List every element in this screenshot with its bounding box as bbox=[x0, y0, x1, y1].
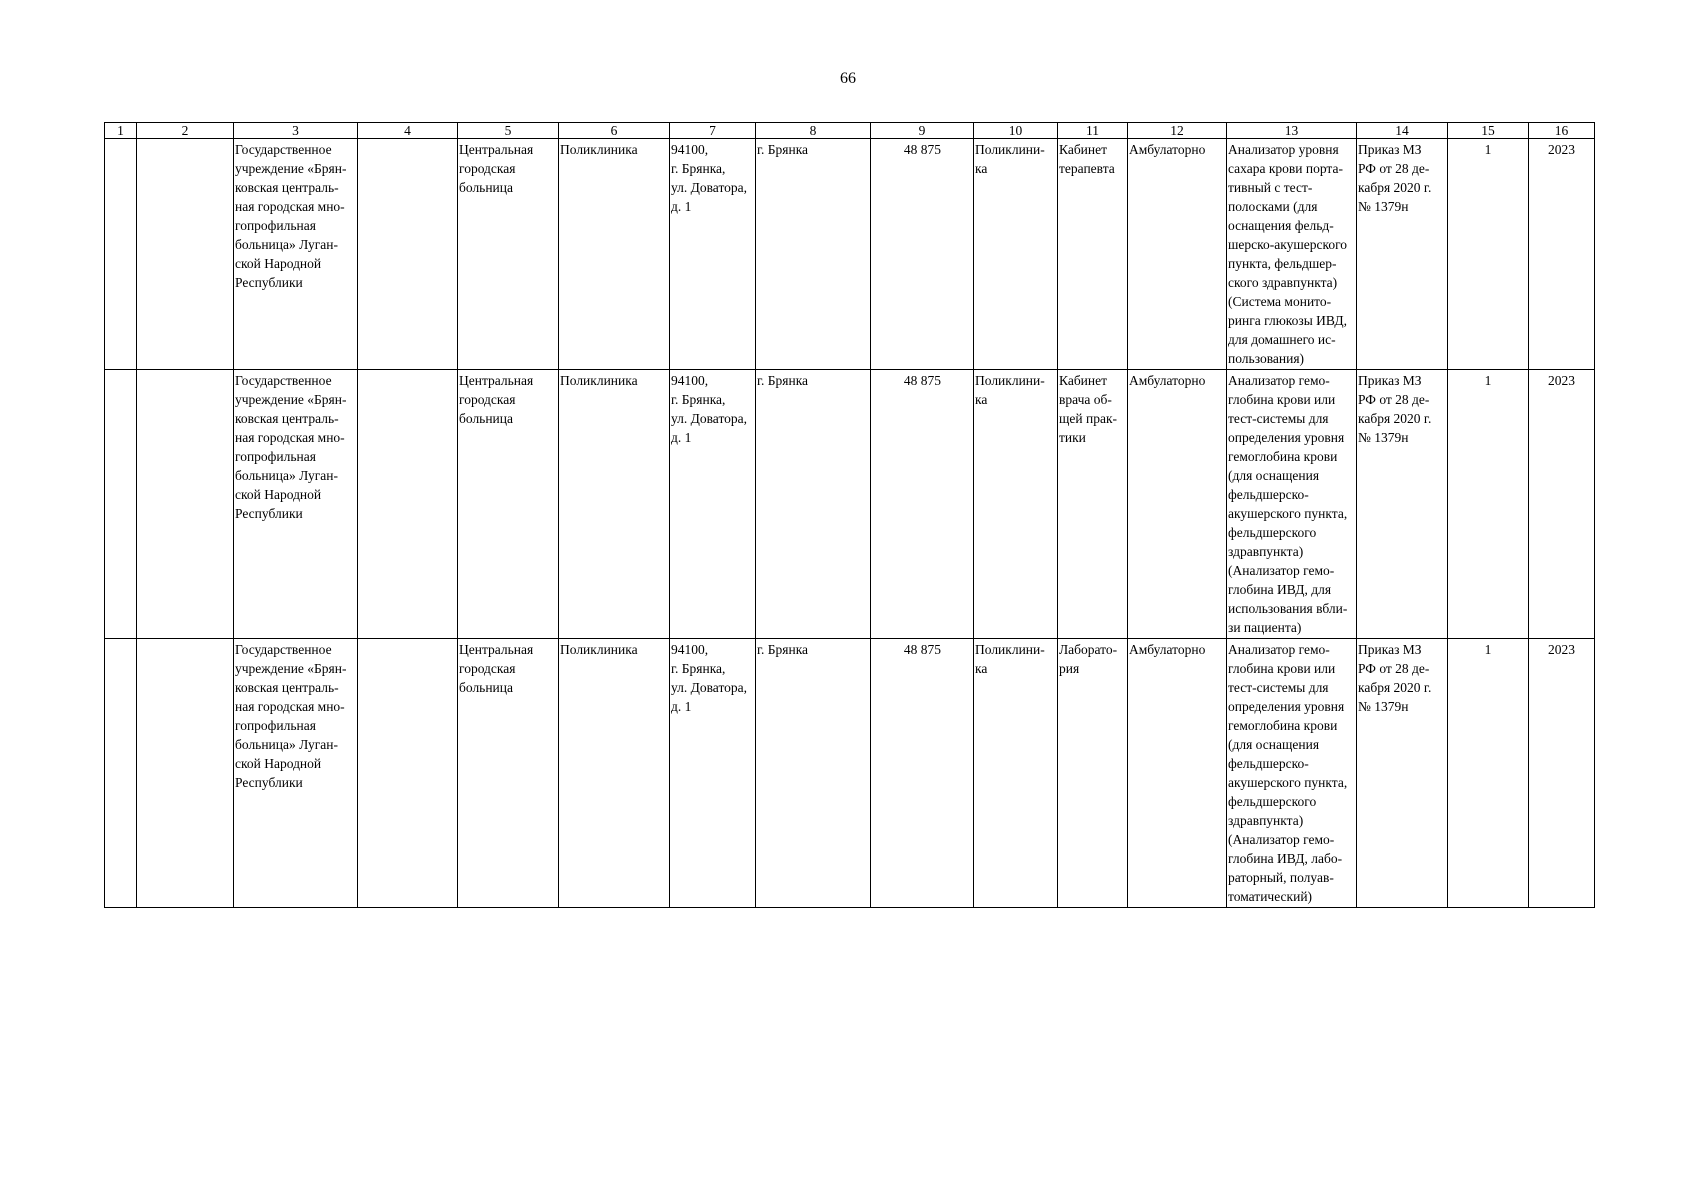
cell-text-line: терапевта bbox=[1059, 161, 1115, 176]
cell-text-line: тивный с тест- bbox=[1228, 180, 1313, 195]
column-header: 14 bbox=[1357, 123, 1448, 139]
cell-text-line: тест-системы для bbox=[1228, 680, 1329, 695]
population-cell: 48 875 bbox=[871, 639, 974, 908]
cell-text-line: глобина ИВД, для bbox=[1228, 582, 1332, 597]
cell-text-line: больница» Луган- bbox=[235, 737, 338, 752]
column-header: 9 bbox=[871, 123, 974, 139]
cell-text-line: (Анализатор гемо- bbox=[1228, 832, 1335, 847]
cell-text-line: 94100, bbox=[671, 142, 709, 157]
cell-text-line: акушерского пункта, bbox=[1228, 506, 1348, 521]
cell-text-line: ковская централь- bbox=[235, 180, 339, 195]
cell-text-line: д. 1 bbox=[671, 430, 692, 445]
cell-text-line: Поликлини- bbox=[975, 373, 1045, 388]
city-cell: г. Брянка bbox=[756, 139, 871, 370]
cell-text-line: Республики bbox=[235, 775, 303, 790]
cell-text-line: томатический) bbox=[1228, 889, 1313, 904]
population-cell: 48 875 bbox=[871, 370, 974, 639]
quantity-cell: 1 bbox=[1448, 370, 1529, 639]
row-number-cell bbox=[105, 639, 137, 908]
department-cell: Поликлиника bbox=[559, 639, 670, 908]
care-type-cell: Амбулаторно bbox=[1128, 639, 1227, 908]
cell-text-line: № 1379н bbox=[1358, 699, 1409, 714]
cell-text-line: ул. Доватора, bbox=[671, 180, 748, 195]
cell-text-line: кабря 2020 г. bbox=[1358, 411, 1432, 426]
column-header: 7 bbox=[670, 123, 756, 139]
page-number: 66 bbox=[840, 70, 856, 87]
facility-type-cell bbox=[458, 370, 559, 639]
cell-text-line: гопрофильная bbox=[235, 718, 316, 733]
cell-text-line: (для оснащения bbox=[1228, 737, 1320, 752]
cell-text-line: акушерского пункта, bbox=[1228, 775, 1348, 790]
column-header: 8 bbox=[756, 123, 871, 139]
cell-text-line: тики bbox=[1059, 430, 1086, 445]
city-cell: г. Брянка bbox=[756, 370, 871, 639]
registry-table bbox=[104, 122, 1595, 908]
row-number-cell bbox=[105, 139, 137, 370]
equipment-cell bbox=[1227, 639, 1357, 908]
cell-text-line: № 1379н bbox=[1358, 430, 1409, 445]
cell-text-line: сахара крови порта- bbox=[1228, 161, 1343, 176]
col-4-cell bbox=[358, 370, 458, 639]
cell-text-line: Кабинет bbox=[1059, 142, 1108, 157]
cell-text-line: г. Брянка, bbox=[671, 161, 726, 176]
cell-text-line: гемоглобина крови bbox=[1228, 718, 1338, 733]
cell-text-line: РФ от 28 де- bbox=[1358, 661, 1430, 676]
cell-text-line: глобина крови или bbox=[1228, 392, 1336, 407]
year-cell: 2023 bbox=[1529, 639, 1595, 908]
cell-text-line: ная городская мно- bbox=[235, 199, 345, 214]
table-row bbox=[105, 639, 1595, 908]
column-header: 11 bbox=[1058, 123, 1128, 139]
cell-text-line: РФ от 28 де- bbox=[1358, 392, 1430, 407]
cell-text-line: Анализатор уровня bbox=[1228, 142, 1339, 157]
cell-text-line: гемоглобина крови bbox=[1228, 449, 1338, 464]
cell-text-line: рия bbox=[1059, 661, 1080, 676]
order-reference-cell bbox=[1357, 370, 1448, 639]
cell-text-line: 94100, bbox=[671, 642, 709, 657]
cell-text-line: городская bbox=[459, 392, 516, 407]
table-row bbox=[105, 139, 1595, 370]
cell-text-line: № 1379н bbox=[1358, 199, 1409, 214]
cell-text-line: здравпункта) bbox=[1228, 544, 1304, 559]
equipment-cell bbox=[1227, 370, 1357, 639]
cell-text-line: оснащения фельд- bbox=[1228, 218, 1334, 233]
cell-text-line: ковская централь- bbox=[235, 411, 339, 426]
col-2-cell bbox=[137, 370, 234, 639]
cell-text-line: пользования) bbox=[1228, 351, 1305, 366]
room-cell bbox=[1058, 139, 1128, 370]
facility-type-cell bbox=[458, 139, 559, 370]
cell-text-line: ской Народной bbox=[235, 256, 322, 271]
cell-text-line: больница bbox=[459, 680, 513, 695]
column-header: 13 bbox=[1227, 123, 1357, 139]
cell-text-line: городская bbox=[459, 161, 516, 176]
cell-text-line: ской Народной bbox=[235, 756, 322, 771]
cell-text-line: учреждение «Брян- bbox=[235, 661, 347, 676]
care-type-cell: Амбулаторно bbox=[1128, 139, 1227, 370]
cell-text-line: тест-системы для bbox=[1228, 411, 1329, 426]
column-header: 2 bbox=[137, 123, 234, 139]
quantity-cell: 1 bbox=[1448, 639, 1529, 908]
cell-text-line: д. 1 bbox=[671, 699, 692, 714]
room-cell bbox=[1058, 639, 1128, 908]
header-row bbox=[105, 123, 1595, 139]
cell-text-line: больница bbox=[459, 411, 513, 426]
cell-text-line: Приказ МЗ bbox=[1358, 373, 1422, 388]
column-header: 1 bbox=[105, 123, 137, 139]
column-header: 16 bbox=[1529, 123, 1595, 139]
column-header: 12 bbox=[1128, 123, 1227, 139]
cell-text-line: Республики bbox=[235, 506, 303, 521]
year-cell: 2023 bbox=[1529, 139, 1595, 370]
cell-text-line: здравпункта) bbox=[1228, 813, 1304, 828]
cell-text-line: больница bbox=[459, 180, 513, 195]
cell-text-line: Поликлини- bbox=[975, 642, 1045, 657]
cell-text-line: учреждение «Брян- bbox=[235, 161, 347, 176]
cell-text-line: Государственное bbox=[235, 642, 332, 657]
cell-text-line: Государственное bbox=[235, 142, 332, 157]
cell-text-line: гопрофильная bbox=[235, 449, 316, 464]
cell-text-line: зи пациента) bbox=[1228, 620, 1302, 635]
institution-name-cell bbox=[234, 139, 358, 370]
department-cell: Поликлиника bbox=[559, 139, 670, 370]
col-4-cell bbox=[358, 639, 458, 908]
column-header: 10 bbox=[974, 123, 1058, 139]
unit-cell bbox=[974, 639, 1058, 908]
cell-text-line: г. Брянка, bbox=[671, 661, 726, 676]
column-header: 3 bbox=[234, 123, 358, 139]
cell-text-line: (Анализатор гемо- bbox=[1228, 563, 1335, 578]
unit-cell bbox=[974, 139, 1058, 370]
population-cell: 48 875 bbox=[871, 139, 974, 370]
cell-text-line: ка bbox=[975, 392, 988, 407]
cell-text-line: определения уровня bbox=[1228, 699, 1345, 714]
address-cell bbox=[670, 139, 756, 370]
institution-name-cell bbox=[234, 370, 358, 639]
cell-text-line: фельдшерского bbox=[1228, 525, 1317, 540]
cell-text-line: больница» Луган- bbox=[235, 237, 338, 252]
cell-text-line: Государственное bbox=[235, 373, 332, 388]
cell-text-line: Центральная bbox=[459, 642, 534, 657]
room-cell bbox=[1058, 370, 1128, 639]
column-header: 4 bbox=[358, 123, 458, 139]
cell-text-line: ул. Доватора, bbox=[671, 411, 748, 426]
department-cell: Поликлиника bbox=[559, 370, 670, 639]
column-header: 6 bbox=[559, 123, 670, 139]
cell-text-line: Центральная bbox=[459, 373, 534, 388]
city-cell: г. Брянка bbox=[756, 639, 871, 908]
cell-text-line: (Система монито- bbox=[1228, 294, 1332, 309]
cell-text-line: ка bbox=[975, 161, 988, 176]
cell-text-line: городская bbox=[459, 661, 516, 676]
cell-text-line: шерско-акушерского bbox=[1228, 237, 1348, 252]
cell-text-line: д. 1 bbox=[671, 199, 692, 214]
cell-text-line: ского здравпункта) bbox=[1228, 275, 1338, 290]
cell-text-line: Лаборато- bbox=[1059, 642, 1118, 657]
col-2-cell bbox=[137, 639, 234, 908]
cell-text-line: кабря 2020 г. bbox=[1358, 180, 1432, 195]
cell-text-line: Анализатор гемо- bbox=[1228, 373, 1330, 388]
cell-text-line: врача об- bbox=[1059, 392, 1112, 407]
cell-text-line: пункта, фельдшер- bbox=[1228, 256, 1337, 271]
row-number-cell bbox=[105, 370, 137, 639]
cell-text-line: фельдшерского bbox=[1228, 794, 1317, 809]
cell-text-line: больница» Луган- bbox=[235, 468, 338, 483]
cell-text-line: РФ от 28 де- bbox=[1358, 161, 1430, 176]
address-cell bbox=[670, 639, 756, 908]
cell-text-line: ковская централь- bbox=[235, 680, 339, 695]
cell-text-line: определения уровня bbox=[1228, 430, 1345, 445]
table-row bbox=[105, 370, 1595, 639]
cell-text-line: для домашнего ис- bbox=[1228, 332, 1336, 347]
cell-text-line: 94100, bbox=[671, 373, 709, 388]
equipment-cell bbox=[1227, 139, 1357, 370]
quantity-cell: 1 bbox=[1448, 139, 1529, 370]
unit-cell bbox=[974, 370, 1058, 639]
cell-text-line: г. Брянка, bbox=[671, 392, 726, 407]
cell-text-line: щей прак- bbox=[1059, 411, 1118, 426]
institution-name-cell bbox=[234, 639, 358, 908]
cell-text-line: Поликлини- bbox=[975, 142, 1045, 157]
cell-text-line: ул. Доватора, bbox=[671, 680, 748, 695]
col-2-cell bbox=[137, 139, 234, 370]
address-cell bbox=[670, 370, 756, 639]
cell-text-line: фельдшерско- bbox=[1228, 487, 1309, 502]
cell-text-line: использования вбли- bbox=[1228, 601, 1348, 616]
facility-type-cell bbox=[458, 639, 559, 908]
cell-text-line: ная городская мно- bbox=[235, 430, 345, 445]
cell-text-line: Кабинет bbox=[1059, 373, 1108, 388]
table-body bbox=[105, 139, 1595, 908]
cell-text-line: (для оснащения bbox=[1228, 468, 1320, 483]
cell-text-line: полосками (для bbox=[1228, 199, 1318, 214]
cell-text-line: ринга глюкозы ИВД, bbox=[1228, 313, 1348, 328]
cell-text-line: учреждение «Брян- bbox=[235, 392, 347, 407]
column-header: 5 bbox=[458, 123, 559, 139]
cell-text-line: ской Народной bbox=[235, 487, 322, 502]
cell-text-line: кабря 2020 г. bbox=[1358, 680, 1432, 695]
cell-text-line: Центральная bbox=[459, 142, 534, 157]
year-cell: 2023 bbox=[1529, 370, 1595, 639]
cell-text-line: Приказ МЗ bbox=[1358, 642, 1422, 657]
cell-text-line: Приказ МЗ bbox=[1358, 142, 1422, 157]
cell-text-line: ка bbox=[975, 661, 988, 676]
column-header: 15 bbox=[1448, 123, 1529, 139]
cell-text-line: раторный, полуав- bbox=[1228, 870, 1334, 885]
cell-text-line: ная городская мно- bbox=[235, 699, 345, 714]
cell-text-line: Республики bbox=[235, 275, 303, 290]
col-4-cell bbox=[358, 139, 458, 370]
cell-text-line: глобина ИВД, лабо- bbox=[1228, 851, 1343, 866]
cell-text-line: Анализатор гемо- bbox=[1228, 642, 1330, 657]
cell-text-line: гопрофильная bbox=[235, 218, 316, 233]
cell-text-line: фельдшерско- bbox=[1228, 756, 1309, 771]
care-type-cell: Амбулаторно bbox=[1128, 370, 1227, 639]
order-reference-cell bbox=[1357, 139, 1448, 370]
order-reference-cell bbox=[1357, 639, 1448, 908]
cell-text-line: глобина крови или bbox=[1228, 661, 1336, 676]
